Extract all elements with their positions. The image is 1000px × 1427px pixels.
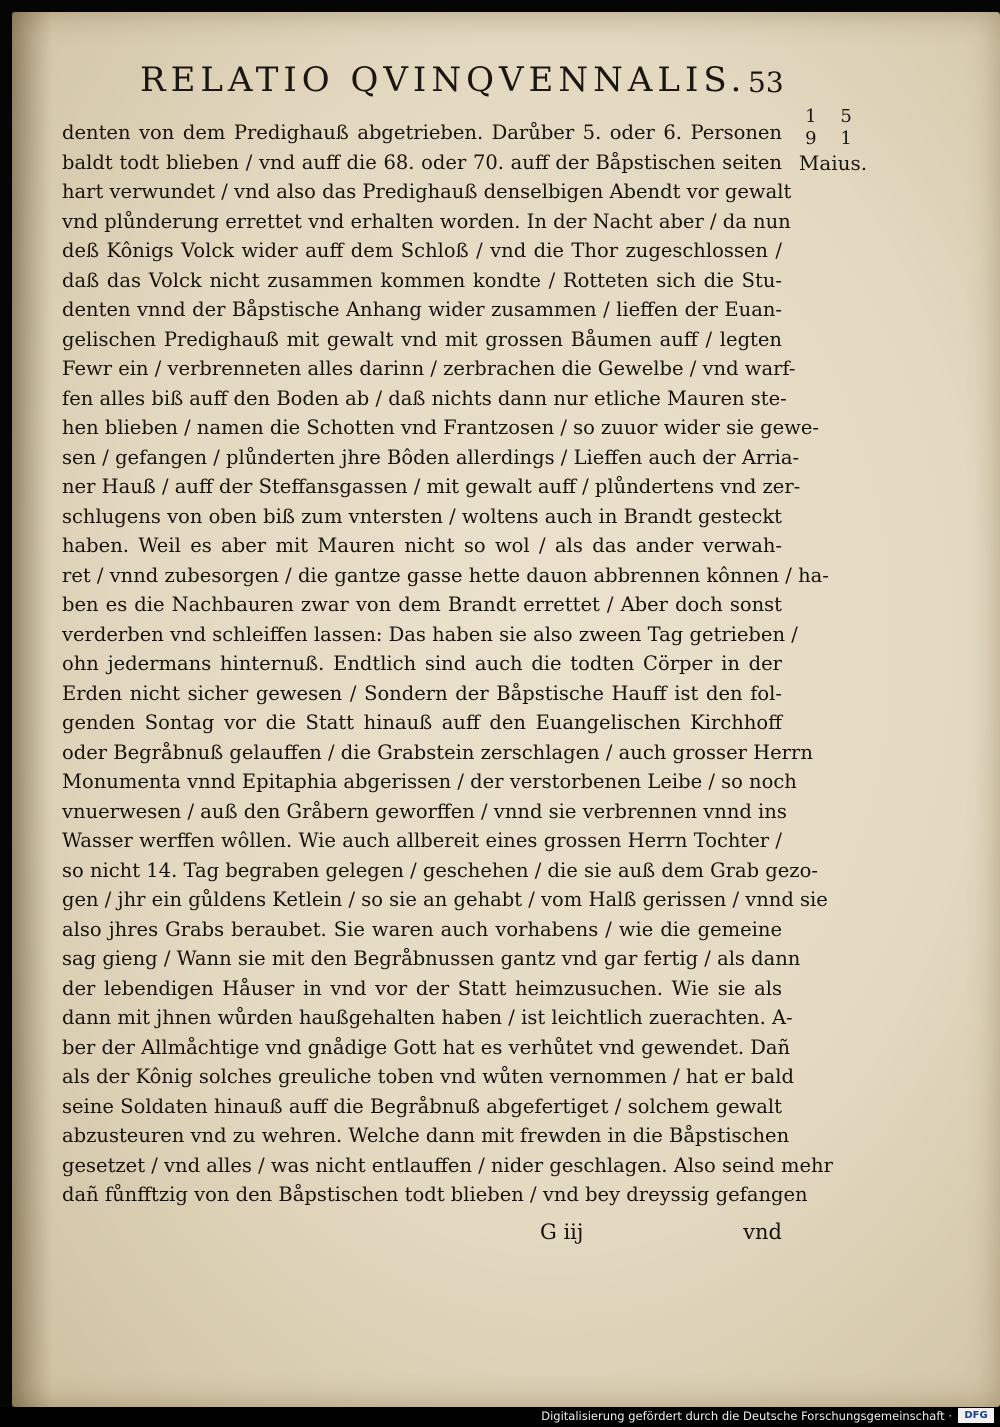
page-gutter-shadow [12, 12, 52, 1407]
text-line: Monumenta vnnd Epitaphia abgerissen / der verstorbenen Leibe / so noch [62, 770, 797, 793]
margin-month: Maius. [798, 151, 868, 175]
text-line: hen blieben / namen die Schotten vnd Frantzosen / so zuuor wider sie gewe- [62, 416, 819, 439]
margin-note [788, 106, 878, 176]
text-line: Fewr ein / verbrenneten alles darinn / zerbrachen die Gewelbe / vnd warf- [62, 357, 796, 380]
digitization-credit: Digitalisierung gefördert durch die Deutsche Forschungsgemeinschaft · [541, 1409, 952, 1423]
margin-year: 1 5 9 1 [805, 106, 861, 149]
text-line: daß das Volck nicht zusammen kommen kondte / Rotteten sich die Stu- [62, 268, 782, 292]
text-line: verderben vnd schleiffen lassen: Das haben sie also zween Tag getrieben / [62, 622, 798, 646]
signature-mark: G iij [540, 1220, 584, 1244]
text-line: haben. Weil es aber mit Mauren nicht so wol / als das ander verwah- [62, 534, 782, 557]
text-line: vnd plůnderung errettet vnd erhalten worden. In der Nacht aber / da nun [62, 209, 791, 233]
text-line: genden Sontag vor die Statt hinauß auff den Euangelischen Kirchhoff [62, 711, 782, 734]
running-head: RELATIO QVINQVENNALIS. [140, 60, 747, 100]
text-line: fen alles biß auff den Boden ab / daß nichts dann nur etliche Mauren ste- [62, 386, 787, 410]
dfg-logo: DFG [958, 1408, 994, 1423]
text-line: seine Soldaten hinauß auff die Begråbnuß abgefertiget / solchem gewalt [62, 1094, 782, 1118]
text-line: Erden nicht sicher gewesen / Sondern der Båpstische Hauff ist den fol- [62, 681, 782, 705]
catchword: vnd [743, 1220, 782, 1244]
text-line: abzusteuren vnd zu wehren. Welche dann mit frewden in die Båpstischen [62, 1124, 790, 1147]
text-line: gen / jhr ein gůldens Ketlein / so sie an gehabt / vom Halß gerissen / vnnd sie [62, 888, 828, 911]
page-footer [540, 1220, 782, 1250]
text-line: ber der Allmåchtige vnd gnådige Gott hat es verhůtet vnd gewendet. Dañ [62, 1035, 791, 1059]
text-line: oder Begråbnuß gelauffen / die Grabstein zerschlagen / auch grosser Herrn [62, 740, 813, 764]
text-line: ohn jedermans hinternuß. Endtlich sind auch die todten Cörper in der [62, 652, 782, 675]
text-line: gelischen Predighauß mit gewalt vnd mit grossen Båumen auff / legten [62, 327, 782, 351]
text-line: ben es die Nachbauren zwar von dem Brandt errettet / Aber doch sonst [62, 593, 782, 616]
text-line: ret / vnnd zubesorgen / die gantze gasse hette dauon abbrennen kônnen / ha- [62, 563, 829, 587]
text-line: ner Hauß / auff der Steffansgassen / mit gewalt auff / plůndertens vnd zer- [62, 475, 801, 498]
text-line: vnuerwesen / auß den Gråbern geworffen / vnnd sie verbrennen vnnd ins [62, 799, 787, 823]
text-line: deß Kônigs Volck wider auff dem Schloß / vnd die Thor zugeschlossen / [62, 239, 782, 262]
text-line: denten von dem Predighauß abgetrieben. Darůber 5. oder 6. Personen [62, 121, 782, 144]
text-line: baldt todt blieben / vnd auff die 68. oder 70. auff der Båpstischen seiten [62, 150, 782, 174]
text-line: denten vnnd der Båpstische Anhang wider zusammen / lieffen der Euan- [62, 298, 782, 321]
text-line: schlugens von oben biß zum vntersten / woltens auch in Brandt gesteckt [62, 504, 782, 528]
text-line: dann mit jhnen wůrden haußgehalten haben / ist leichtlich zuerachten. A- [62, 1006, 793, 1029]
text-line: sen / gefangen / plůnderten jhre Bôden allerdings / Lieffen auch der Arria- [62, 445, 800, 469]
text-line: so nicht 14. Tag begraben gelegen / geschehen / die sie auß dem Grab gezo- [62, 858, 818, 882]
text-line: sag gieng / Wann sie mit den Begråbnussen gantz vnd gar fertig / als dann [62, 947, 801, 970]
text-line: Wasser werffen wôllen. Wie auch allbereit eines grossen Herrn Tochter / [62, 829, 782, 852]
text-line: der lebendigen Håuser in vnd vor der Statt heimzusuchen. Wie sie als [62, 976, 782, 1000]
text-line: dañ fůnfftzig von den Båpstischen todt blieben / vnd bey dreyssig gefangen [62, 1183, 808, 1206]
text-line: hart verwundet / vnd also das Predighauß denselbigen Abendt vor gewalt [62, 180, 792, 203]
text-line: als der Kônig solches greuliche toben vnd wůten vernommen / hat er bald [62, 1065, 795, 1088]
text-line: also jhres Grabs beraubet. Sie waren auch vorhabens / wie die gemeine [62, 917, 782, 941]
page-number: 53 [748, 66, 784, 99]
text-line: gesetzet / vnd alles / was nicht entlauffen / nider geschlagen. Also seind mehr [62, 1153, 833, 1177]
